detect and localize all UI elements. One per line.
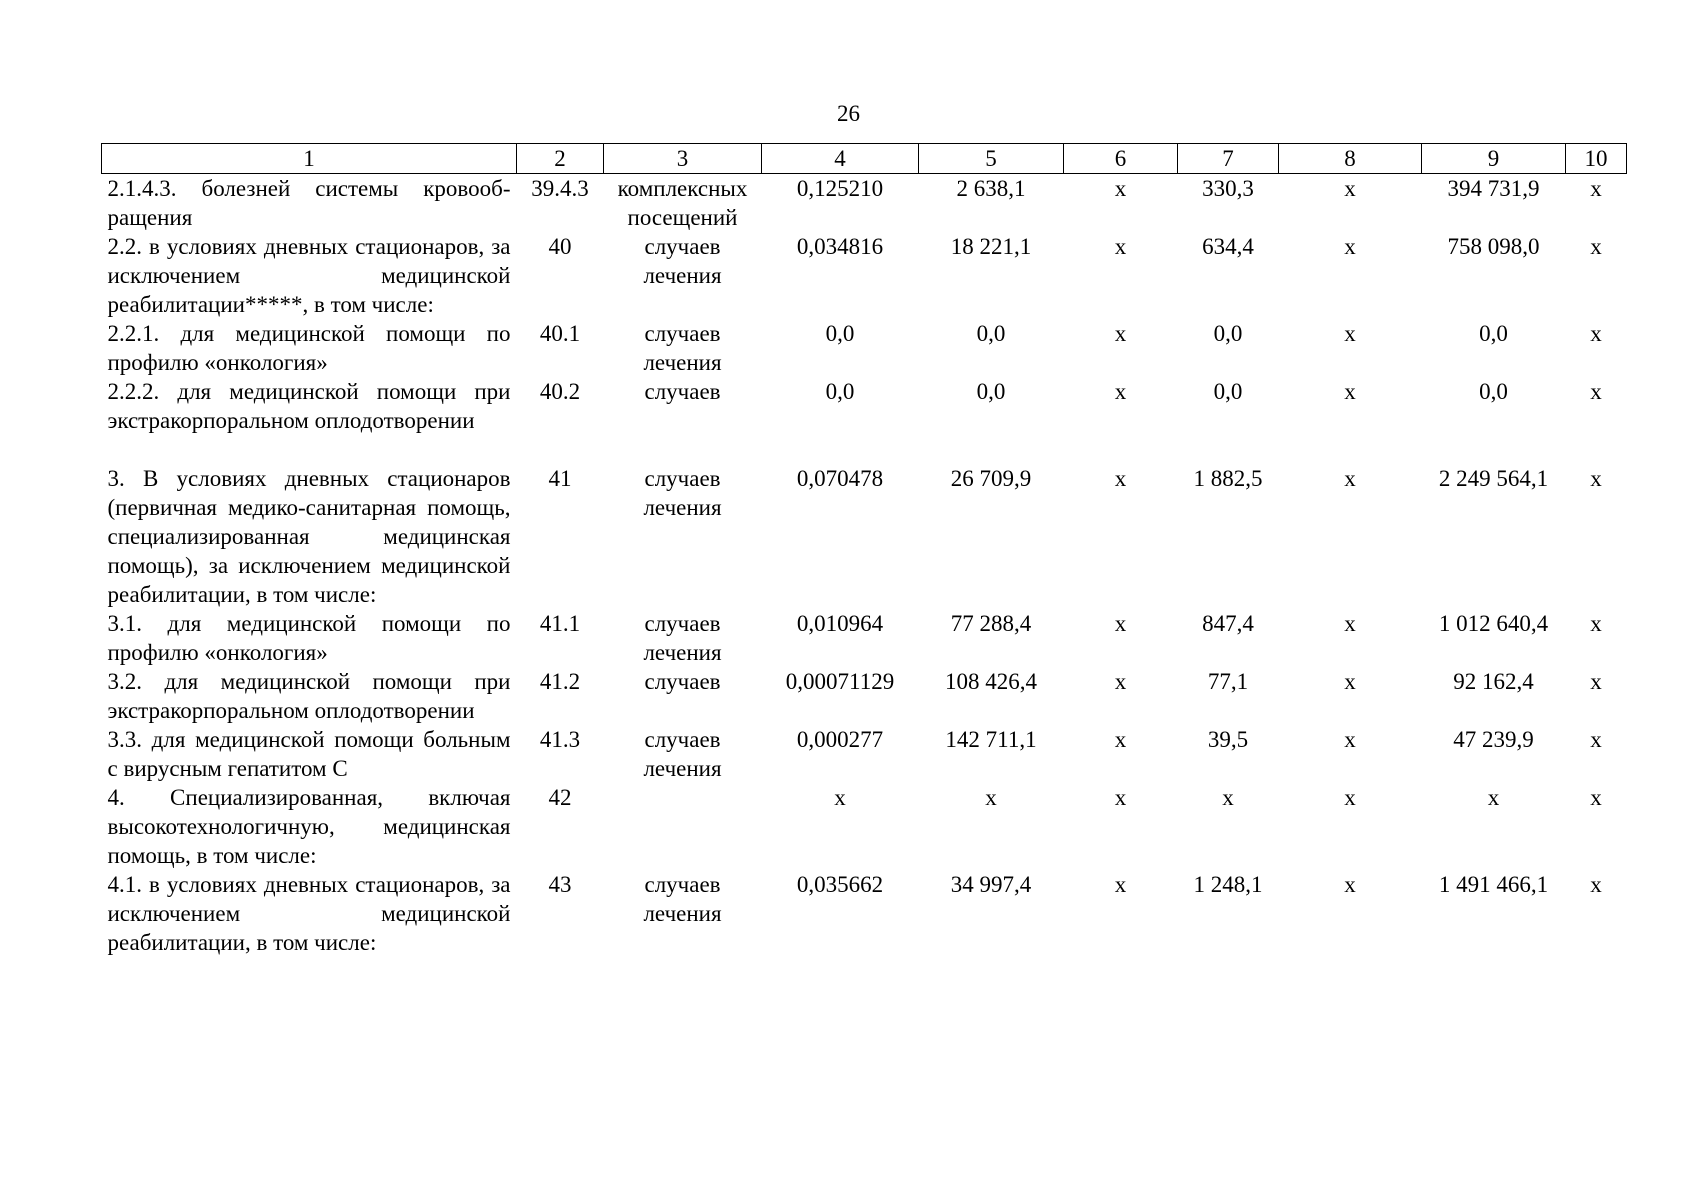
- row-cell: х: [1114, 727, 1127, 752]
- row-cell: 847,4: [1202, 611, 1254, 636]
- row-unit: случаев лечения: [643, 727, 722, 781]
- row-unit: случаев лечения: [643, 234, 722, 288]
- table-row: [102, 725, 1627, 783]
- row-code: 40: [548, 234, 572, 259]
- row-cell: 0,0: [825, 321, 855, 346]
- row-cell: х: [1344, 321, 1356, 346]
- row-cell: х: [1344, 234, 1356, 259]
- row-cell: 0,0: [976, 379, 1006, 404]
- row-cell: 77 288,4: [950, 611, 1032, 636]
- row-cell: 1 491 466,1: [1438, 872, 1549, 897]
- row-cell: х: [1114, 466, 1127, 491]
- row-cell: х: [1344, 611, 1356, 636]
- column-header: 2: [517, 144, 604, 174]
- row-cell: 0,035662: [796, 872, 884, 897]
- row-cell: х: [1487, 785, 1500, 810]
- row-unit: случаев: [644, 379, 721, 404]
- column-header: 3: [604, 144, 762, 174]
- row-cell: 0,000277: [796, 727, 884, 752]
- row-cell: 2 638,1: [956, 176, 1026, 201]
- row-code: 42: [548, 785, 572, 810]
- row-cell: 394 731,9: [1447, 176, 1540, 201]
- row-cell: х: [1344, 872, 1356, 897]
- row-cell: 0,010964: [796, 611, 884, 636]
- row-cell: 0,0: [825, 379, 855, 404]
- column-header: 6: [1064, 144, 1178, 174]
- table-row: [102, 319, 1627, 377]
- row-cell: 1 882,5: [1193, 466, 1263, 491]
- row-description: 3. В условиях дневных стационаров (первичная медико-санитарная помощь, специализированная медицинская помощь), за исключением медицинской реабилитации, в том числе:: [107, 466, 511, 607]
- row-cell: 758 098,0: [1447, 234, 1540, 259]
- row-cell: 26 709,9: [950, 466, 1032, 491]
- row-cell: х: [1344, 176, 1356, 201]
- column-number-row: [102, 144, 1627, 174]
- column-header: 4: [762, 144, 919, 174]
- row-unit: случаев лечения: [643, 872, 722, 926]
- row-cell: х: [1590, 379, 1602, 404]
- table-row: [102, 174, 1627, 233]
- row-cell: х: [1590, 727, 1602, 752]
- spacer-row: [102, 435, 1627, 464]
- row-cell: х: [1114, 176, 1127, 201]
- row-cell: х: [1222, 785, 1234, 810]
- row-description: 2.2. в условиях дневных стационаров, за исключением медицинской реабилитации*****, в том числе:: [107, 234, 511, 317]
- row-cell: х: [834, 785, 846, 810]
- row-cell: х: [1590, 234, 1602, 259]
- column-header: 1: [102, 144, 517, 174]
- row-cell: х: [1590, 321, 1602, 346]
- row-code: 39.4.3: [531, 176, 589, 201]
- row-cell: 634,4: [1202, 234, 1254, 259]
- row-code: 41.2: [539, 669, 581, 694]
- row-cell: 0,034816: [796, 234, 884, 259]
- row-cell: 0,0: [1479, 321, 1508, 346]
- row-description: 3.3. для медицинской помощи больным с вирусным гепатитом С: [107, 727, 511, 781]
- row-cell: х: [1590, 176, 1602, 201]
- row-cell: х: [985, 785, 997, 810]
- row-cell: х: [1114, 785, 1127, 810]
- row-cell: 92 162,4: [1453, 669, 1534, 694]
- row-cell: 0,0: [976, 321, 1006, 346]
- row-cell: 34 997,4: [950, 872, 1032, 897]
- row-description: 4.1. в условиях дневных стационаров, за исключением медицинской реабилитации, в том числе:: [107, 872, 511, 955]
- row-code: 41.1: [539, 611, 581, 636]
- row-cell: 0,0: [1213, 379, 1243, 404]
- table-row: [102, 377, 1627, 435]
- row-description: 2.2.2. для медицинской помощи при экстракорпоральном оплодотворении: [107, 379, 511, 433]
- row-cell: 142 711,1: [945, 727, 1037, 752]
- row-unit: случаев: [644, 669, 721, 694]
- row-cell: х: [1590, 611, 1602, 636]
- row-cell: 0,070478: [796, 466, 884, 491]
- row-description: 3.1. для медицинской помощи по профилю «онкология»: [107, 611, 511, 665]
- row-code: 43: [548, 872, 572, 897]
- row-description: 4. Специализированная, включая высокотехнологичную, медицинская помощь, в том числе:: [107, 785, 511, 868]
- row-cell: х: [1114, 321, 1127, 346]
- row-unit: комплексных посещений: [617, 176, 748, 230]
- column-header: 7: [1178, 144, 1279, 174]
- row-cell: х: [1114, 234, 1127, 259]
- row-cell: 1 012 640,4: [1438, 611, 1549, 636]
- row-cell: х: [1590, 466, 1602, 491]
- row-unit: случаев лечения: [643, 466, 722, 520]
- table-row: [102, 870, 1627, 957]
- table-row: [102, 667, 1627, 725]
- row-code: 40.1: [539, 321, 581, 346]
- column-header: 5: [919, 144, 1064, 174]
- data-table: [101, 143, 1627, 957]
- row-cell: 1 248,1: [1193, 872, 1263, 897]
- table-row: [102, 232, 1627, 319]
- row-cell: х: [1344, 669, 1356, 694]
- row-cell: х: [1344, 785, 1356, 810]
- row-cell: х: [1114, 669, 1127, 694]
- row-cell: 18 221,1: [950, 234, 1032, 259]
- row-cell: х: [1114, 872, 1127, 897]
- row-cell: х: [1114, 379, 1127, 404]
- column-header: 9: [1422, 144, 1566, 174]
- column-header: 8: [1279, 144, 1422, 174]
- row-cell: 47 239,9: [1453, 727, 1534, 752]
- row-cell: 77,1: [1207, 669, 1249, 694]
- row-cell: х: [1344, 379, 1356, 404]
- row-unit: [604, 783, 762, 870]
- row-cell: х: [1114, 611, 1127, 636]
- row-unit: случаев лечения: [643, 321, 722, 375]
- row-cell: 0,0: [1479, 379, 1508, 404]
- table-row: [102, 783, 1627, 870]
- row-cell: х: [1344, 727, 1356, 752]
- row-cell: 330,3: [1202, 176, 1254, 201]
- page-number: 26: [837, 101, 860, 126]
- row-cell: х: [1344, 466, 1356, 491]
- spacer-cell: [102, 435, 1627, 464]
- row-code: 41: [548, 466, 572, 491]
- row-cell: х: [1590, 669, 1602, 694]
- row-cell: х: [1590, 785, 1602, 810]
- row-cell: 0,0: [1213, 321, 1243, 346]
- table-row: [102, 464, 1627, 609]
- table-row: [102, 609, 1627, 667]
- row-description: 3.2. для медицинской помощи при экстракорпоральном оплодотворении: [107, 669, 511, 723]
- row-cell: 108 426,4: [945, 669, 1037, 694]
- row-cell: 0,00071129: [785, 669, 895, 694]
- row-cell: 39,5: [1207, 727, 1249, 752]
- row-code: 40.2: [539, 379, 581, 404]
- row-description: 2.1.4.3. болезней системы кровообращения: [107, 176, 511, 230]
- row-cell: 2 249 564,1: [1438, 466, 1549, 491]
- column-header: 10: [1566, 144, 1627, 174]
- row-cell: х: [1590, 872, 1602, 897]
- row-unit: случаев лечения: [643, 611, 722, 665]
- row-cell: 0,125210: [796, 176, 884, 201]
- row-description: 2.2.1. для медицинской помощи по профилю «онкология»: [107, 321, 511, 375]
- row-code: 41.3: [539, 727, 581, 752]
